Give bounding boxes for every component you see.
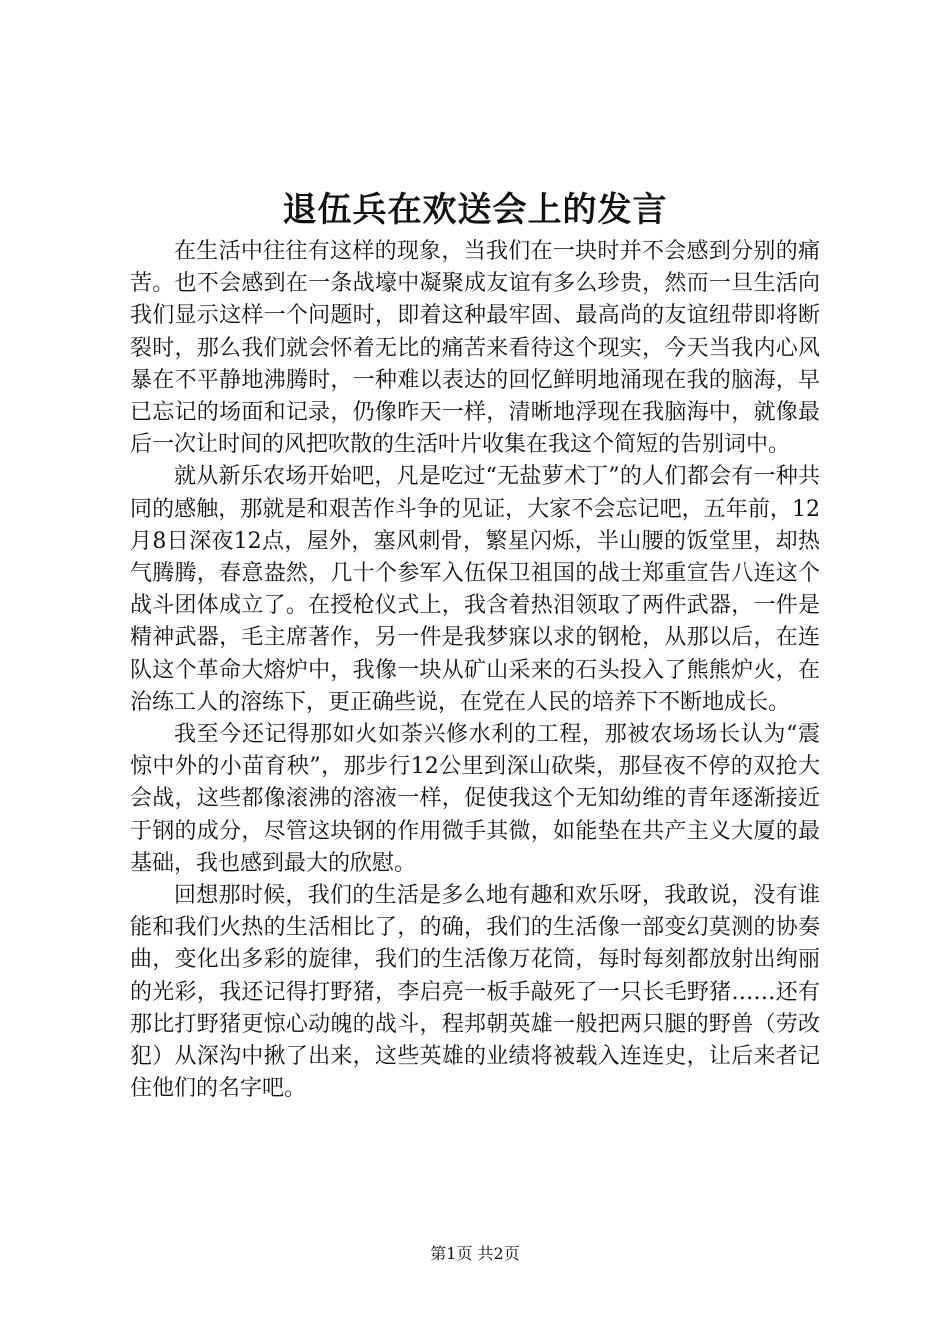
paragraph-4: 回想那时候，我们的生活是多么地有趣和欢乐呀，我敢说，没有谁能和我们火热的生活相比了，的确，我们的生活像一部变幻莫测的协奏曲，变化出多彩的旋律，我们的生活像万花筒，每时每刻都放射出绚丽的光彩，我还记得打野猪，李启亮一板手敲死了一只长毛野猪……还有那比打野猪更惊心动魄的战斗，程邦朝英雄一般把两只腿的野兽（劳改犯）从深沟中揪了出来，这些英雄的业绩将被载入连连史，让后来者记住他们的名字吧。 <box>130 883 820 1102</box>
paragraph-3: 我至今还记得那如火如荼兴修水利的工程，那被农场场长认为“震惊中外的小苗育秧”，那步行12公里到深山砍柴，那昼夜不停的双抢大会战，这些都像滚沸的溶液一样，促使我这个无知幼维的青年逐渐接近于钢的成分，尽管这块钢的作用微手其微，如能垫在共产主义大厦的最基础，我也感到最大的欣慰。 <box>130 722 820 876</box>
document-body <box>130 236 820 1105</box>
paragraph-2: 就从新乐农场开始吧，凡是吃过“无盐萝术丁”的人们都会有一种共同的感触，那就是和艰苦作斗争的见证，大家不会忘记吧，五年前，12月8日深夜12点，屋外，塞风刺骨，繁星闪烁，半山腰的饭堂里，却热气腾腾，春意盎然，几十个参军入伍保卫祖国的战士郑重宣告八连这个战斗团体成立了。在授枪仪式上，我含着热泪领取了两件武器，一件是精神武器，毛主席著作，另一件是我梦寐以求的钢枪，从那以后，在连队这个革命大熔炉中，我像一块从矿山采来的石头投入了熊熊炉火，在治练工人的溶练下，更正确些说，在党在人民的培养下不断地成长。 <box>130 464 820 715</box>
page-footer: 第1页 共2页 <box>430 1244 520 1263</box>
document-title: 退伍兵在欢送会上的发言 <box>282 190 668 230</box>
paragraph-1: 在生活中往往有这样的现象，当我们在一块时并不会感到分别的痛苦。也不会感到在一条战壕中凝聚成友谊有多么珍贵，然而一旦生活向我们显示这样一个问题时，即着这种最牢固、最高尚的友谊纽带即将断裂时，那么我们就会怀着无比的痛苦来看待这个现实，今天当我内心风暴在不平静地沸腾时，一种难以表达的回忆鲜明地涌现在我的脑海，早已忘记的场面和记录，仍像昨天一样，清晰地浮现在我脑海中，就像最后一次让时间的风把吹散的生活叶片收集在我这个简短的告别词中。 <box>130 239 820 458</box>
